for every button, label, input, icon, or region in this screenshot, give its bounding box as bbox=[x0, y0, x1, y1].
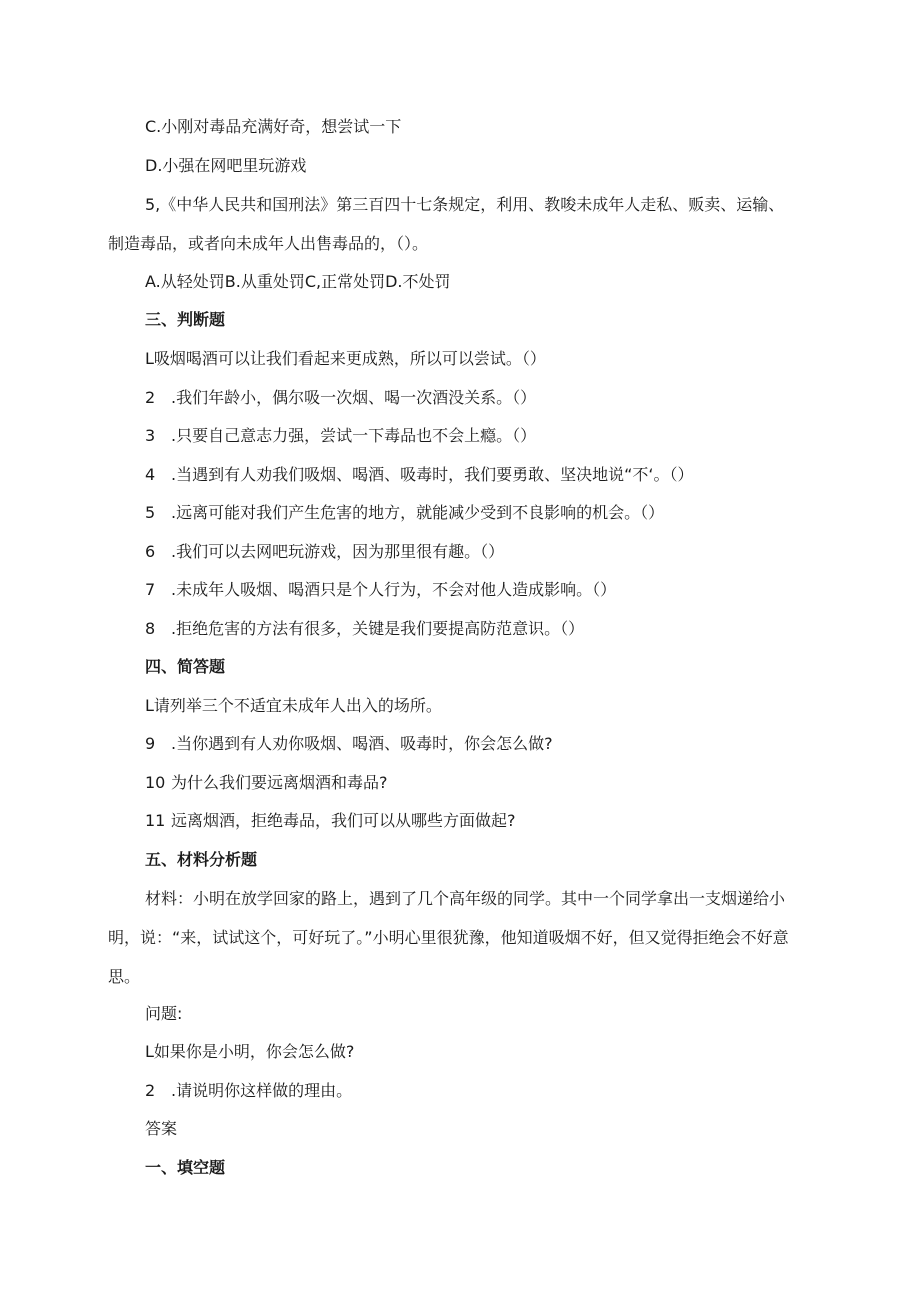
short-answer-item bbox=[145, 733, 553, 755]
short-answer-text: .当你遇到有人劝你吸烟、喝酒、吸毒时，你会怎么做? bbox=[171, 734, 553, 753]
short-answer-item bbox=[145, 810, 516, 832]
judge-item-number: 4 bbox=[145, 465, 156, 484]
question-label: 问题: bbox=[145, 1004, 183, 1023]
judge-item bbox=[145, 618, 584, 640]
section-heading-short-answer: 四、简答题 bbox=[145, 657, 226, 676]
judge-item-text: .只要自己意志力强，尝试一下毒品也不会上瘾。（） bbox=[171, 426, 537, 445]
judge-item bbox=[145, 348, 546, 370]
analysis-question-text: .请说明你这样做的理由。 bbox=[171, 1081, 353, 1100]
judge-item bbox=[145, 387, 536, 409]
question-5-options: A.从轻处罚B.从重处罚C,正常处罚D.不处罚 bbox=[145, 272, 451, 291]
judge-item-number: 6 bbox=[145, 542, 156, 561]
judge-item-number: 3 bbox=[145, 426, 156, 445]
short-answer-number: 10 bbox=[145, 773, 166, 792]
short-answer-text: L请列举三个不适宜未成年人出入的场所。 bbox=[145, 696, 442, 715]
option-c: C.小刚对毒品充满好奇，想尝试一下 bbox=[145, 117, 402, 136]
judge-item-text: .当遇到有人劝我们吸烟、喝酒、吸毒时，我们要勇敢、坚决地说“不‘。（） bbox=[171, 465, 694, 484]
judge-item bbox=[145, 464, 693, 486]
judge-item-text: .我们年龄小，偶尔吸一次烟、喝一次酒没关系。（） bbox=[171, 388, 537, 407]
section-heading-fill-blank: 一、填空题 bbox=[145, 1158, 226, 1177]
question-5: 5,《中华人民共和国刑法》第三百四十七条规定，利用、教唆未成年人走私、贩卖、运输、制造毒品，或者向未成年人出售毒品的，（）。 bbox=[108, 195, 785, 253]
judge-item-text: .拒绝危害的方法有很多，关键是我们要提高防范意识。（） bbox=[171, 619, 585, 638]
section-heading-analysis: 五、材料分析题 bbox=[145, 850, 258, 869]
short-answer-text: 远离烟酒，拒绝毒品，我们可以从哪些方面做起? bbox=[171, 811, 516, 830]
short-answer-item bbox=[145, 772, 388, 794]
judge-item bbox=[145, 425, 536, 447]
judge-item-number: 8 bbox=[145, 619, 156, 638]
analysis-question bbox=[145, 1041, 354, 1063]
analysis-question-number: 2 bbox=[145, 1081, 156, 1100]
analysis-question bbox=[145, 1080, 352, 1102]
short-answer-item bbox=[145, 695, 442, 717]
judge-item-text: L吸烟喝酒可以让我们看起来更成熟，所以可以尝试。（） bbox=[145, 349, 546, 368]
section-heading-judge: 三、判断题 bbox=[145, 310, 226, 329]
short-answer-number: 11 bbox=[145, 811, 166, 830]
judge-item-text: .远离可能对我们产生危害的地方，就能减少受到不良影响的机会。（） bbox=[171, 503, 665, 522]
option-d: D.小强在网吧里玩游戏 bbox=[145, 156, 307, 175]
answers-label: 答案 bbox=[145, 1119, 178, 1138]
analysis-question-text: L如果你是小明，你会怎么做? bbox=[145, 1042, 355, 1061]
judge-item-text: .未成年人吸烟、喝酒只是个人行为，不会对他人造成影响。（） bbox=[171, 580, 617, 599]
judge-item bbox=[145, 502, 664, 524]
judge-item-number: 5 bbox=[145, 503, 156, 522]
material-paragraph: 材料：小明在放学回家的路上，遇到了几个高年级的同学。其中一个同学拿出一支烟递给小明，说：“来，试试这个，可好玩了。”小明心里很犹豫，他知道吸烟不好，但又觉得拒绝会不好意思。 bbox=[108, 889, 789, 986]
short-answer-number: 9 bbox=[145, 734, 156, 753]
judge-item bbox=[145, 579, 616, 601]
judge-item bbox=[145, 541, 504, 563]
judge-item-text: .我们可以去网吧玩游戏，因为那里很有趣。（） bbox=[171, 542, 505, 561]
short-answer-text: 为什么我们要远离烟酒和毒品? bbox=[171, 773, 388, 792]
judge-item-number: 7 bbox=[145, 580, 156, 599]
judge-item-number: 2 bbox=[145, 388, 156, 407]
